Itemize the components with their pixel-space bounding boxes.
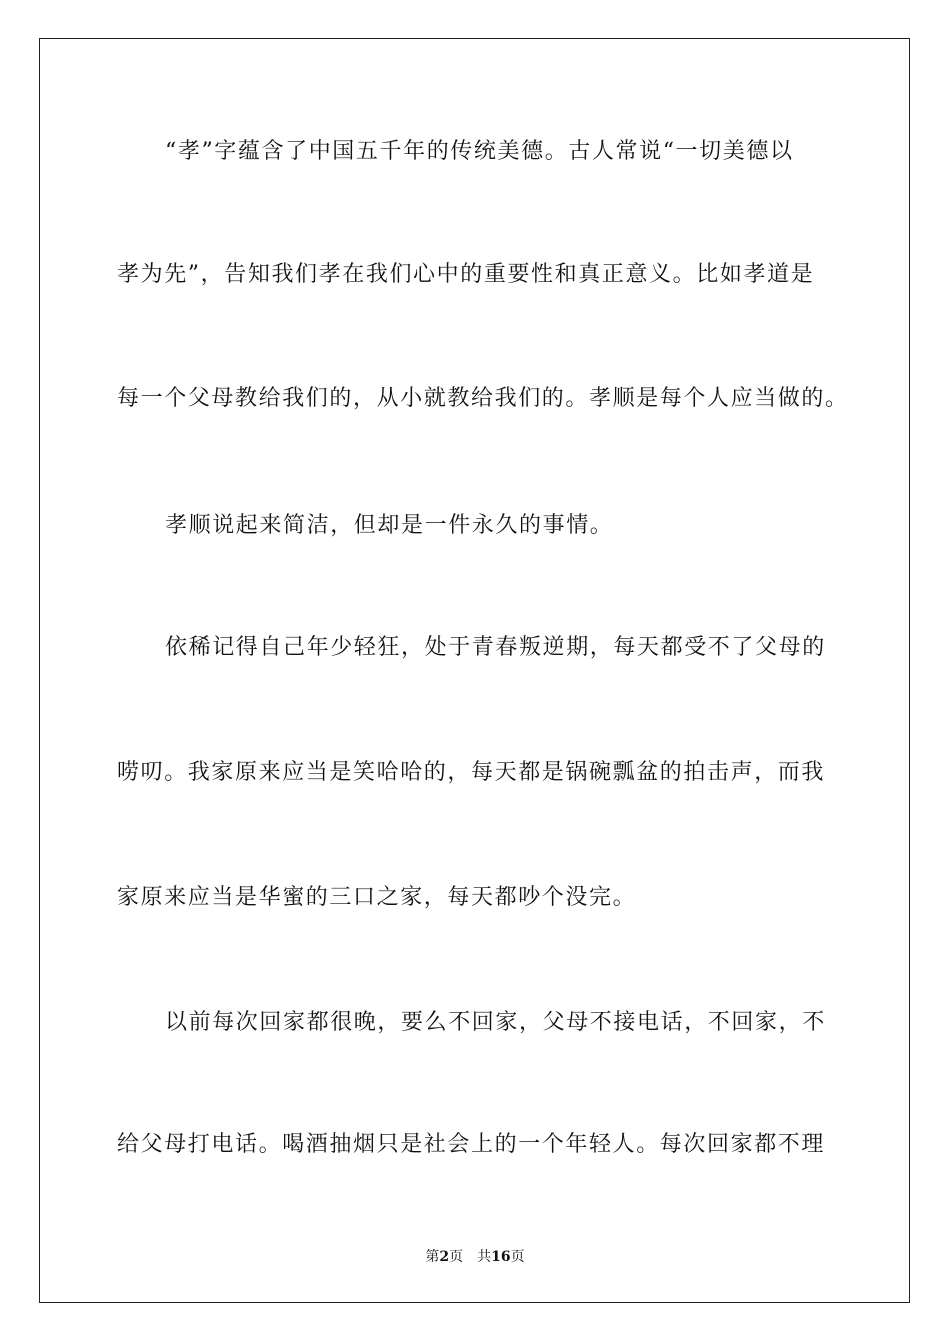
text-line: 依稀记得自己年少轻狂，处于青春叛逆期，每天都受不了父母的 (165, 635, 826, 660)
text-line: 孝顺说起来简洁，但却是一件永久的事情。 (165, 513, 614, 538)
footer-total-prefix: 共 (477, 1249, 492, 1265)
text-line: 唠叨。我家原来应当是笑哈哈的，每天都是锅碗瓢盆的拍击声，而我 (117, 760, 826, 785)
text-line: 以前每次回家都很晚，要么不回家，父母不接电话，不回家，不 (165, 1010, 826, 1035)
text-line: 每一个父母教给我们的，从小就教给我们的。孝顺是每个人应当做的。 (117, 386, 849, 411)
text-line: 给父母打电话。喝酒抽烟只是社会上的一个年轻人。每次回家都不理 (117, 1132, 826, 1157)
page-frame (39, 38, 910, 1303)
text-line: 家原来应当是华蜜的三口之家，每天都吵个没完。 (117, 885, 637, 910)
footer-prefix: 第 (425, 1249, 440, 1265)
current-page-number: 2 (439, 1249, 450, 1265)
footer-page-suffix: 页 (449, 1249, 464, 1265)
total-page-count: 16 (491, 1249, 511, 1265)
page-footer (0, 1246, 950, 1266)
footer-total-suffix: 页 (510, 1249, 525, 1265)
text-line: “孝”字蕴含了中国五千年的传统美德。古人常说“一切美德以 (165, 139, 794, 164)
text-line: 孝为先”，告知我们孝在我们心中的重要性和真正意义。比如孝道是 (117, 262, 815, 287)
